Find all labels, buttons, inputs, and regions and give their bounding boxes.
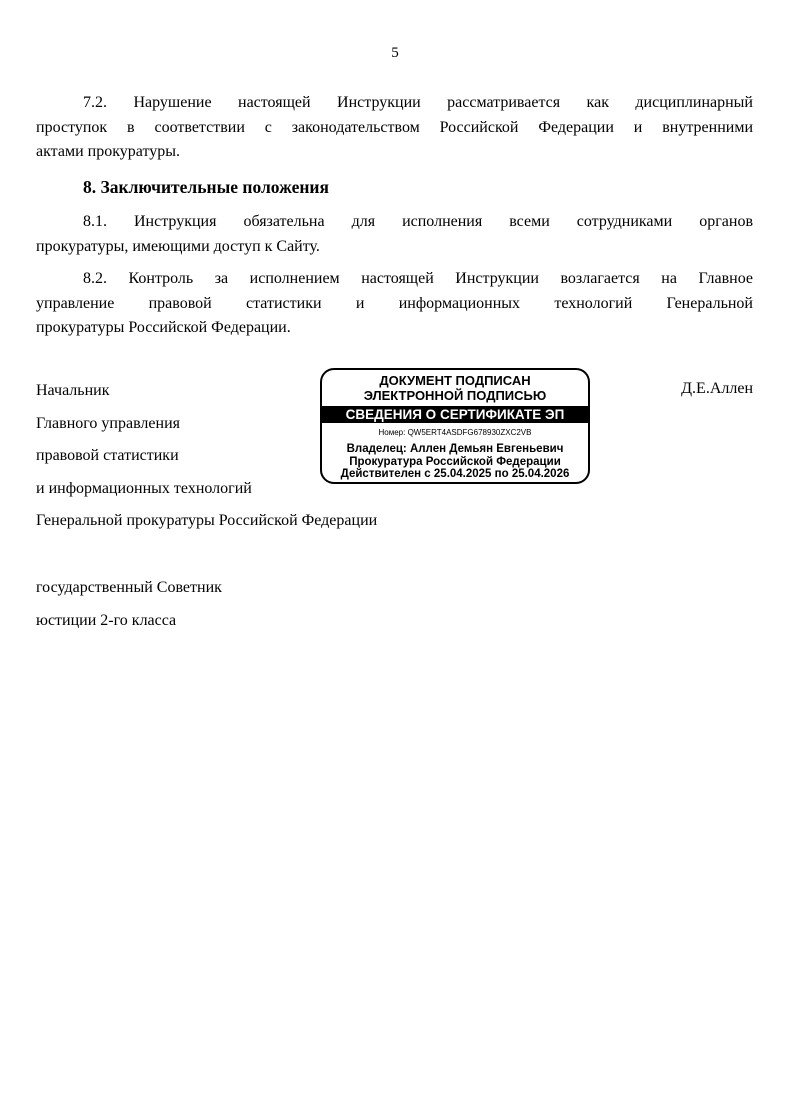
stamp-title [322, 374, 588, 403]
text-line: и информационных технологий [36, 479, 252, 497]
stamp-validity: Действителен с 25.04.2025 по 25.04.2026 [340, 468, 570, 480]
page-number: 5 [391, 45, 399, 61]
stamp-owner: Владелец: Аллен Демьян Евгеньевич [346, 443, 564, 455]
text-line: 8.1. Инструкция обязательна для исполнения всеми сотрудниками органов [83, 213, 753, 230]
text-line: прокуратуры, имеющими доступ к Сайту. [36, 237, 320, 255]
signatory-name: Д.Е.Аллен [681, 380, 753, 397]
paragraph-8-1 [36, 210, 753, 259]
stamp-certificate-details [322, 443, 588, 481]
text-line: управление правовой статистики и информационных технологий Генеральной [36, 294, 753, 312]
text-line: актами прокуратуры. [36, 143, 180, 161]
stamp-certificate-bar: СВЕДЕНИЯ О СЕРТИФИКАТЕ ЭП [322, 406, 588, 423]
text-line: Начальник [36, 382, 110, 399]
text-line: 8.2. Контроль за исполнением настоящей Инструкции возлагается на Главное [83, 270, 753, 287]
text-line: прокуратуры Российской Федерации. [36, 319, 291, 337]
text-line: ЭЛЕКТРОННОЙ ПОДПИСЬЮ [363, 387, 547, 403]
paragraph-7-2 [36, 91, 753, 165]
text-line: государственный Советник [36, 579, 222, 596]
text-line: 7.2. Нарушение настоящей Инструкции рассматривается как дисциплинарный [83, 94, 753, 111]
text-line: ДОКУМЕНТ ПОДПИСАН [379, 373, 531, 388]
section-8-heading: 8. Заключительные положения [83, 177, 329, 197]
text-line: Генеральной прокуратуры Российской Федерации [36, 512, 378, 530]
stamp-organization: Прокуратура Российской Федерации [349, 455, 561, 468]
text-line: юстиции 2-го класса [36, 611, 177, 629]
esign-stamp [320, 368, 590, 484]
text-line: правовой статистики [36, 447, 179, 465]
text-line: проступок в соответствии с законодательством Российской Федерации и внутренними [36, 118, 753, 136]
stamp-certificate-number: Номер: QW5ERT4ASDFG678930ZXC2VB [378, 428, 532, 437]
text-line: Главного управления [36, 414, 180, 432]
paragraph-8-2 [36, 267, 753, 341]
signatory-rank [36, 572, 456, 637]
